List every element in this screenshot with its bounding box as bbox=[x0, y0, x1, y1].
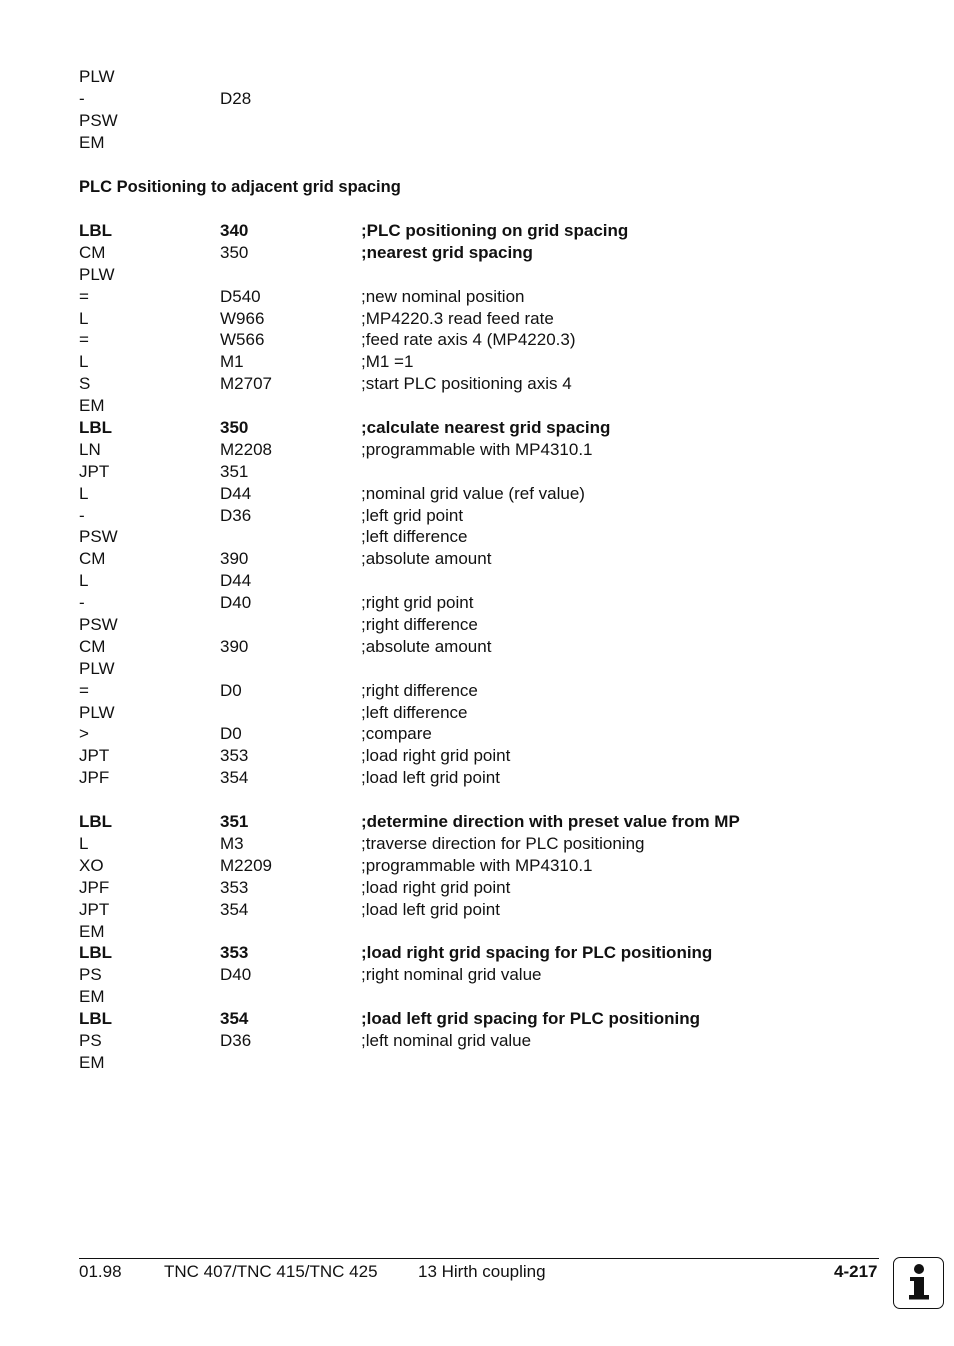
comment: ;feed rate axis 4 (MP4220.3) bbox=[361, 330, 576, 350]
comment: ;load right grid point bbox=[361, 877, 511, 897]
operand: M3 bbox=[220, 833, 244, 853]
instruction: PLW bbox=[79, 658, 115, 678]
comment: ;load left grid point bbox=[361, 768, 500, 788]
code-line bbox=[79, 483, 879, 505]
code-line bbox=[79, 570, 879, 592]
code-line bbox=[79, 614, 879, 636]
code-line bbox=[79, 942, 879, 964]
section-heading: PLC Positioning to adjacent grid spacing bbox=[79, 178, 401, 196]
instruction: JPF bbox=[79, 877, 110, 897]
instruction: CM bbox=[79, 636, 106, 656]
operand: D36 bbox=[220, 505, 252, 525]
operand: M2209 bbox=[220, 855, 272, 875]
instruction: EM bbox=[79, 1052, 105, 1072]
instruction: PLW bbox=[79, 67, 115, 86]
operand: D36 bbox=[220, 1030, 252, 1050]
code-line bbox=[79, 1052, 879, 1074]
code-line bbox=[79, 351, 879, 373]
code-line bbox=[79, 745, 879, 767]
code-line bbox=[79, 1030, 879, 1052]
operand: 340 bbox=[220, 221, 249, 240]
comment: ;load right grid spacing for PLC positioning bbox=[361, 943, 713, 963]
comment: ;left grid point bbox=[361, 505, 464, 525]
comment: ;right nominal grid value bbox=[361, 965, 542, 985]
instruction: PSW bbox=[79, 615, 118, 635]
footer-model: TNC 407/TNC 415/TNC 425 bbox=[164, 1262, 378, 1281]
instruction: PS bbox=[79, 965, 102, 985]
operand: 351 bbox=[220, 461, 249, 481]
continued-code-lines bbox=[79, 66, 879, 154]
instruction: CM bbox=[79, 549, 106, 569]
code-line bbox=[79, 811, 879, 833]
operand: M2707 bbox=[220, 374, 272, 394]
operand: 350 bbox=[220, 418, 249, 438]
comment: ;determine direction with preset value from MP bbox=[361, 812, 740, 832]
operand: 390 bbox=[220, 636, 249, 656]
comment: ;PLC positioning on grid spacing bbox=[361, 221, 629, 240]
code-line bbox=[79, 132, 879, 154]
operand: D44 bbox=[220, 483, 252, 503]
instruction: L bbox=[79, 352, 89, 372]
instruction: JPT bbox=[79, 746, 110, 766]
code-line bbox=[79, 526, 879, 548]
code-line bbox=[79, 899, 879, 921]
code-line bbox=[79, 548, 879, 570]
code-line bbox=[79, 921, 879, 943]
operand: 354 bbox=[220, 1009, 249, 1029]
operand: D40 bbox=[220, 965, 252, 985]
footer-divider bbox=[79, 1258, 879, 1259]
instruction: L bbox=[79, 571, 89, 591]
code-line bbox=[79, 88, 879, 110]
operand: 353 bbox=[220, 877, 249, 897]
operand: 353 bbox=[220, 943, 249, 963]
comment: ;right difference bbox=[361, 615, 478, 635]
comment: ;left nominal grid value bbox=[361, 1030, 532, 1050]
instruction: > bbox=[79, 724, 89, 744]
code-line bbox=[79, 723, 879, 745]
comment: ;absolute amount bbox=[361, 636, 492, 656]
instruction: S bbox=[79, 374, 91, 394]
operand: D28 bbox=[220, 88, 252, 108]
comment: ;programmable with MP4310.1 bbox=[361, 439, 593, 459]
instruction: LN bbox=[79, 439, 101, 459]
instruction: EM bbox=[79, 396, 105, 416]
instruction: PS bbox=[79, 1030, 102, 1050]
comment: ;right difference bbox=[361, 680, 478, 700]
instruction: PSW bbox=[79, 527, 118, 547]
info-icon bbox=[893, 1257, 944, 1309]
operand: 354 bbox=[220, 768, 249, 788]
code-line bbox=[79, 264, 879, 286]
instruction: PSW bbox=[79, 110, 118, 130]
instruction: - bbox=[79, 593, 85, 613]
code-line bbox=[79, 833, 879, 855]
comment: ;load right grid point bbox=[361, 746, 511, 766]
code-line bbox=[79, 658, 879, 680]
instruction: L bbox=[79, 833, 89, 853]
comment: ;programmable with MP4310.1 bbox=[361, 855, 593, 875]
instruction: PLW bbox=[79, 264, 115, 284]
blank-line bbox=[79, 789, 879, 811]
instruction: L bbox=[79, 308, 89, 328]
code-line bbox=[79, 592, 879, 614]
code-line bbox=[79, 439, 879, 461]
code-line bbox=[79, 1008, 879, 1030]
code-line bbox=[79, 855, 879, 877]
instruction: EM bbox=[79, 921, 105, 941]
comment: ;load left grid point bbox=[361, 899, 500, 919]
code-line bbox=[79, 286, 879, 308]
page-number: 4-217 bbox=[834, 1262, 878, 1281]
comment: ;left difference bbox=[361, 527, 468, 547]
instruction: JPF bbox=[79, 768, 110, 788]
instruction: JPT bbox=[79, 899, 110, 919]
comment: ;M1 =1 bbox=[361, 352, 414, 372]
instruction: LBL bbox=[79, 221, 113, 240]
comment: ;nominal grid value (ref value) bbox=[361, 483, 585, 503]
operand: D44 bbox=[220, 571, 252, 591]
instruction: LBL bbox=[79, 418, 113, 438]
comment: ;calculate nearest grid spacing bbox=[361, 418, 611, 438]
operand: M1 bbox=[220, 352, 244, 372]
comment: ;compare bbox=[361, 724, 432, 744]
operand: D0 bbox=[220, 680, 242, 700]
instruction: XO bbox=[79, 855, 104, 875]
code-line bbox=[79, 373, 879, 395]
operand: 353 bbox=[220, 746, 249, 766]
code-line bbox=[79, 110, 879, 132]
operand: W566 bbox=[220, 330, 265, 350]
instruction: - bbox=[79, 88, 85, 108]
instruction: = bbox=[79, 330, 89, 350]
operand: W966 bbox=[220, 308, 265, 328]
code-line bbox=[79, 395, 879, 417]
operand: D540 bbox=[220, 286, 261, 306]
code-line bbox=[79, 220, 879, 242]
instruction: = bbox=[79, 286, 89, 306]
instruction: EM bbox=[79, 987, 105, 1007]
instruction: JPT bbox=[79, 461, 110, 481]
comment: ;new nominal position bbox=[361, 286, 525, 306]
instruction: = bbox=[79, 680, 89, 700]
instruction: LBL bbox=[79, 943, 113, 963]
code-line bbox=[79, 964, 879, 986]
comment: ;MP4220.3 read feed rate bbox=[361, 308, 554, 328]
code-line bbox=[79, 767, 879, 789]
code-line bbox=[79, 505, 879, 527]
instruction: L bbox=[79, 483, 89, 503]
instruction: LBL bbox=[79, 812, 113, 832]
comment: ;start PLC positioning axis 4 bbox=[361, 374, 572, 394]
comment: ;traverse direction for PLC positioning bbox=[361, 833, 645, 853]
instruction: CM bbox=[79, 242, 106, 262]
operand: D40 bbox=[220, 593, 252, 613]
code-line bbox=[79, 242, 879, 264]
code-line bbox=[79, 636, 879, 658]
code-line bbox=[79, 986, 879, 1008]
comment: ;load left grid spacing for PLC positioning bbox=[361, 1009, 701, 1029]
instruction: LBL bbox=[79, 1009, 113, 1029]
operand: 350 bbox=[220, 242, 249, 262]
operand: 390 bbox=[220, 549, 249, 569]
comment: ;absolute amount bbox=[361, 549, 492, 569]
code-line bbox=[79, 308, 879, 330]
operand: 354 bbox=[220, 899, 249, 919]
footer-chapter: 13 Hirth coupling bbox=[418, 1262, 546, 1281]
operand: 351 bbox=[220, 812, 249, 832]
code-line bbox=[79, 680, 879, 702]
code-line bbox=[79, 329, 879, 351]
code-line bbox=[79, 66, 879, 88]
code-line bbox=[79, 702, 879, 724]
operand: D0 bbox=[220, 724, 242, 744]
code-line bbox=[79, 877, 879, 899]
instruction: EM bbox=[79, 132, 105, 152]
footer-date: 01.98 bbox=[79, 1262, 122, 1281]
comment: ;nearest grid spacing bbox=[361, 242, 533, 262]
comment: ;right grid point bbox=[361, 593, 474, 613]
code-line bbox=[79, 417, 879, 439]
instruction: PLW bbox=[79, 702, 115, 722]
plc-program-listing bbox=[79, 220, 879, 1074]
comment: ;left difference bbox=[361, 702, 468, 722]
operand: M2208 bbox=[220, 439, 272, 459]
instruction: - bbox=[79, 505, 85, 525]
code-line bbox=[79, 461, 879, 483]
